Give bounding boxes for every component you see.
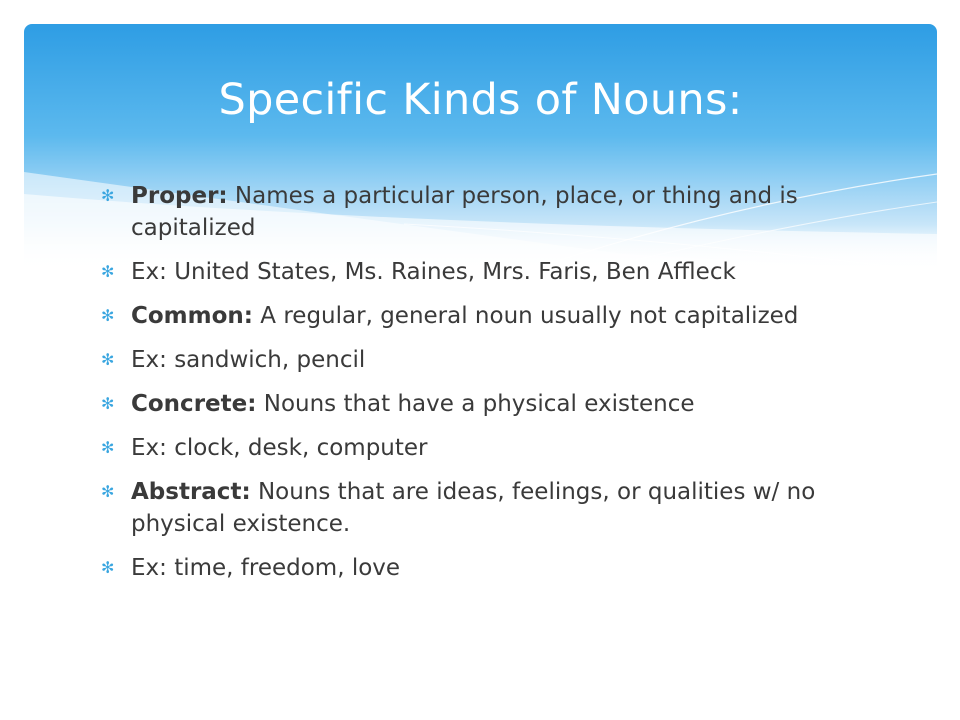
bullet-text: Nouns that are ideas, feelings, or qualities w/ no physical existence.: [131, 479, 816, 537]
bullet-item: [100, 256, 870, 288]
bullet-text: A regular, general noun usually not capitalized: [253, 303, 799, 329]
asterisk-bullet-icon: ✻: [101, 558, 115, 577]
bullet-text: Ex: sandwich, pencil: [131, 347, 366, 373]
asterisk-bullet-icon: ✻: [101, 394, 115, 413]
bullet-term: Common:: [131, 303, 253, 329]
asterisk-bullet-icon: ✻: [101, 262, 115, 281]
bullet-text: Ex: clock, desk, computer: [131, 435, 428, 461]
bullet-item: [100, 476, 870, 540]
bullet-text: Nouns that have a physical existence: [256, 391, 695, 417]
asterisk-bullet-icon: ✻: [101, 350, 115, 369]
bullet-item: [100, 552, 870, 584]
bullet-item: [100, 388, 870, 420]
bullet-term: Concrete:: [131, 391, 257, 417]
bullet-text: Names a particular person, place, or thing and is capitalized: [131, 183, 798, 241]
bullet-item: [100, 180, 870, 244]
bullet-text: Ex: United States, Ms. Raines, Mrs. Faris, Ben Affleck: [131, 259, 736, 285]
asterisk-bullet-icon: ✻: [101, 482, 115, 501]
asterisk-bullet-icon: ✻: [101, 306, 115, 325]
bullet-item: [100, 344, 870, 376]
bullet-text: Ex: time, freedom, love: [131, 555, 401, 581]
slide-title: Specific Kinds of Nouns:: [218, 75, 743, 125]
asterisk-bullet-icon: ✻: [101, 438, 115, 457]
asterisk-bullet-icon: ✻: [101, 186, 115, 205]
bullet-item: [100, 432, 870, 464]
bullet-list: [100, 180, 870, 596]
bullet-term: Abstract:: [131, 479, 251, 505]
bullet-term: Proper:: [131, 183, 228, 209]
bullet-item: [100, 300, 870, 332]
